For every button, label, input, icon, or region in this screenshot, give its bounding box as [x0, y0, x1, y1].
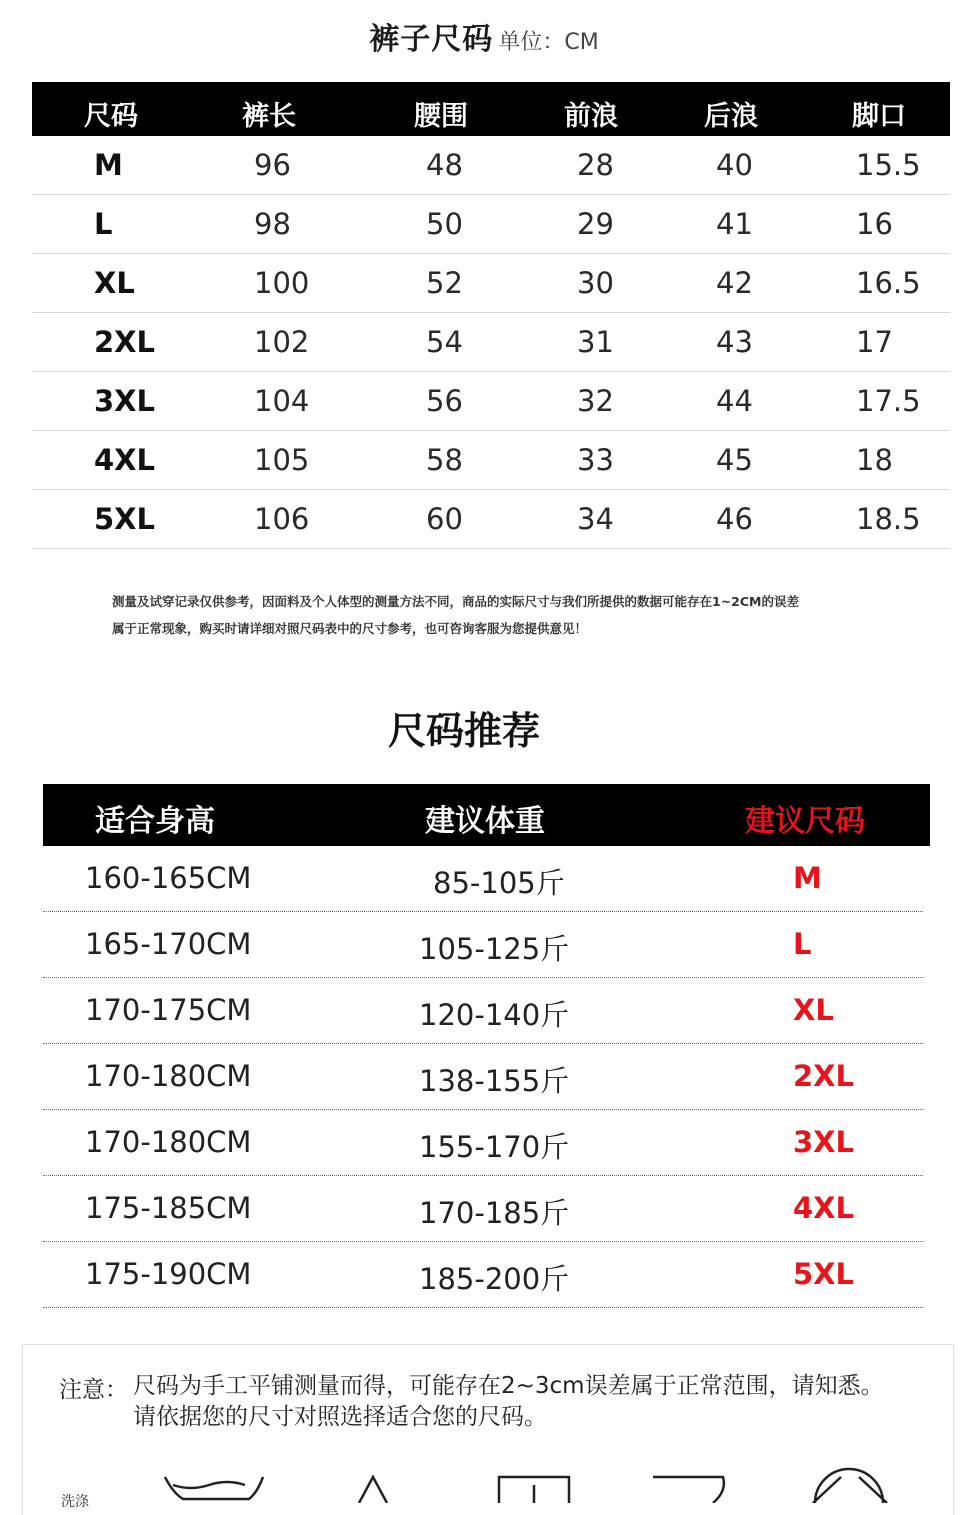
cell-back-rise: 41 — [716, 207, 753, 241]
care-label: 洗涤 — [61, 1494, 89, 1510]
cell-height: 175-185CM — [85, 1191, 252, 1225]
cell-size: 4XL — [94, 443, 156, 477]
bleach-triangle-icon — [359, 1477, 387, 1503]
notice-line-1: 尺码为手工平铺测量而得，可能存在2~3cm误差属于正常范围，请知悉。 — [133, 1373, 884, 1399]
cell-length: 98 — [254, 207, 291, 241]
notice-box — [22, 1344, 954, 1515]
notice-line-2: 请依据您的尺寸对照选择适合您的尺码。 — [133, 1404, 547, 1430]
table-row — [43, 912, 923, 978]
cell-back-rise: 46 — [716, 502, 753, 536]
disclaimer-line-1: 测量及试穿记录仅供参考，因面料及个人体型的测量方法不同，商品的实际尺寸与我们所提供的数据可能存在1~2CM的误差 — [112, 594, 799, 609]
table-row — [43, 978, 923, 1044]
cell-height: 160-165CM — [85, 861, 252, 895]
cell-height: 170-180CM — [85, 1059, 252, 1093]
cell-weight: 155-170斤 — [419, 1130, 570, 1164]
table-row — [32, 136, 950, 195]
table-row — [43, 1176, 923, 1242]
cell-front-rise: 29 — [577, 207, 614, 241]
cell-waist: 54 — [426, 325, 463, 359]
cell-suggested-size: 4XL — [793, 1191, 855, 1225]
cell-length: 102 — [254, 325, 310, 359]
table-row — [32, 195, 950, 254]
table-row — [43, 1044, 923, 1110]
cell-length: 96 — [254, 148, 291, 182]
cell-height: 170-175CM — [85, 993, 252, 1027]
hand-wash-icon — [165, 1477, 263, 1499]
cell-waist: 60 — [426, 502, 463, 536]
table-row — [32, 431, 950, 490]
table-row — [32, 313, 950, 372]
cell-back-rise: 43 — [716, 325, 753, 359]
tumble-dry-icon — [499, 1477, 569, 1503]
cell-size: XL — [94, 266, 135, 300]
cell-leg-opening: 16.5 — [856, 266, 921, 300]
cell-suggested-size: L — [793, 927, 812, 961]
cell-suggested-size: XL — [793, 993, 834, 1027]
cell-back-rise: 44 — [716, 384, 753, 418]
cell-front-rise: 32 — [577, 384, 614, 418]
table-row — [32, 254, 950, 313]
size-chart-unit: 单位：CM — [498, 30, 599, 55]
measurement-disclaimer — [112, 588, 912, 642]
cell-waist: 48 — [426, 148, 463, 182]
header-height: 适合身高 — [95, 804, 215, 839]
notice-label: 注意： — [59, 1377, 128, 1403]
cell-suggested-size: M — [793, 861, 822, 895]
cell-waist: 56 — [426, 384, 463, 418]
cell-front-rise: 34 — [577, 502, 614, 536]
cell-suggested-size: 3XL — [793, 1125, 855, 1159]
disclaimer-line-2: 属于正常现象，购买时请详细对照尺码表中的尺寸参考，也可咨询客服为您提供意见！ — [112, 621, 588, 636]
header-leg-opening: 脚口 — [852, 101, 906, 132]
notice-text — [133, 1371, 933, 1433]
table-row — [32, 372, 950, 431]
recommendation-title: 尺码推荐 — [387, 709, 540, 753]
cell-leg-opening: 17 — [856, 325, 893, 359]
size-chart-heading: 裤子尺码 — [369, 22, 494, 57]
table-row — [32, 490, 950, 549]
header-weight: 建议体重 — [425, 804, 545, 839]
cell-waist: 58 — [426, 443, 463, 477]
cell-length: 100 — [254, 266, 310, 300]
cell-waist: 50 — [426, 207, 463, 241]
cell-back-rise: 45 — [716, 443, 753, 477]
cell-back-rise: 42 — [716, 266, 753, 300]
cell-suggested-size: 5XL — [793, 1257, 855, 1291]
cell-height: 165-170CM — [85, 927, 252, 961]
cell-length: 104 — [254, 384, 310, 418]
table-row — [43, 1110, 923, 1176]
header-size: 尺码 — [84, 101, 138, 132]
care-icons-strip — [23, 1463, 953, 1503]
cell-length: 105 — [254, 443, 310, 477]
cell-size: L — [94, 207, 113, 241]
size-chart-header-row — [32, 82, 950, 136]
cell-leg-opening: 18 — [856, 443, 893, 477]
cell-weight: 120-140斤 — [419, 998, 570, 1032]
size-chart-table — [32, 82, 950, 549]
cell-size: M — [94, 148, 123, 182]
cell-length: 106 — [254, 502, 310, 536]
header-back-rise: 后浪 — [704, 101, 758, 132]
cell-front-rise: 30 — [577, 266, 614, 300]
header-waist: 腰围 — [414, 101, 468, 132]
cell-front-rise: 31 — [577, 325, 614, 359]
cell-weight: 138-155斤 — [419, 1064, 570, 1098]
recommendation-table — [43, 784, 930, 1308]
cell-weight: 170-185斤 — [419, 1196, 570, 1230]
cell-weight: 85-105斤 — [433, 866, 565, 900]
cell-weight: 105-125斤 — [419, 932, 570, 966]
cell-size: 2XL — [94, 325, 156, 359]
cell-leg-opening: 16 — [856, 207, 893, 241]
size-chart-title — [0, 14, 968, 58]
cell-leg-opening: 18.5 — [856, 502, 921, 536]
recommendation-header-row — [43, 784, 930, 846]
cell-waist: 52 — [426, 266, 463, 300]
cell-front-rise: 33 — [577, 443, 614, 477]
header-suggested-size: 建议尺码 — [745, 804, 865, 839]
cell-leg-opening: 17.5 — [856, 384, 921, 418]
table-row — [43, 1242, 923, 1308]
table-row — [43, 846, 923, 912]
cell-height: 175-190CM — [85, 1257, 252, 1291]
header-length: 裤长 — [242, 101, 296, 132]
cell-suggested-size: 2XL — [793, 1059, 855, 1093]
cell-size: 3XL — [94, 384, 156, 418]
header-front-rise: 前浪 — [564, 101, 618, 132]
cell-front-rise: 28 — [577, 148, 614, 182]
cell-back-rise: 40 — [716, 148, 753, 182]
iron-icon — [653, 1477, 724, 1503]
cell-size: 5XL — [94, 502, 156, 536]
cell-weight: 185-200斤 — [419, 1262, 570, 1296]
cell-leg-opening: 15.5 — [856, 148, 921, 182]
cell-height: 170-180CM — [85, 1125, 252, 1159]
